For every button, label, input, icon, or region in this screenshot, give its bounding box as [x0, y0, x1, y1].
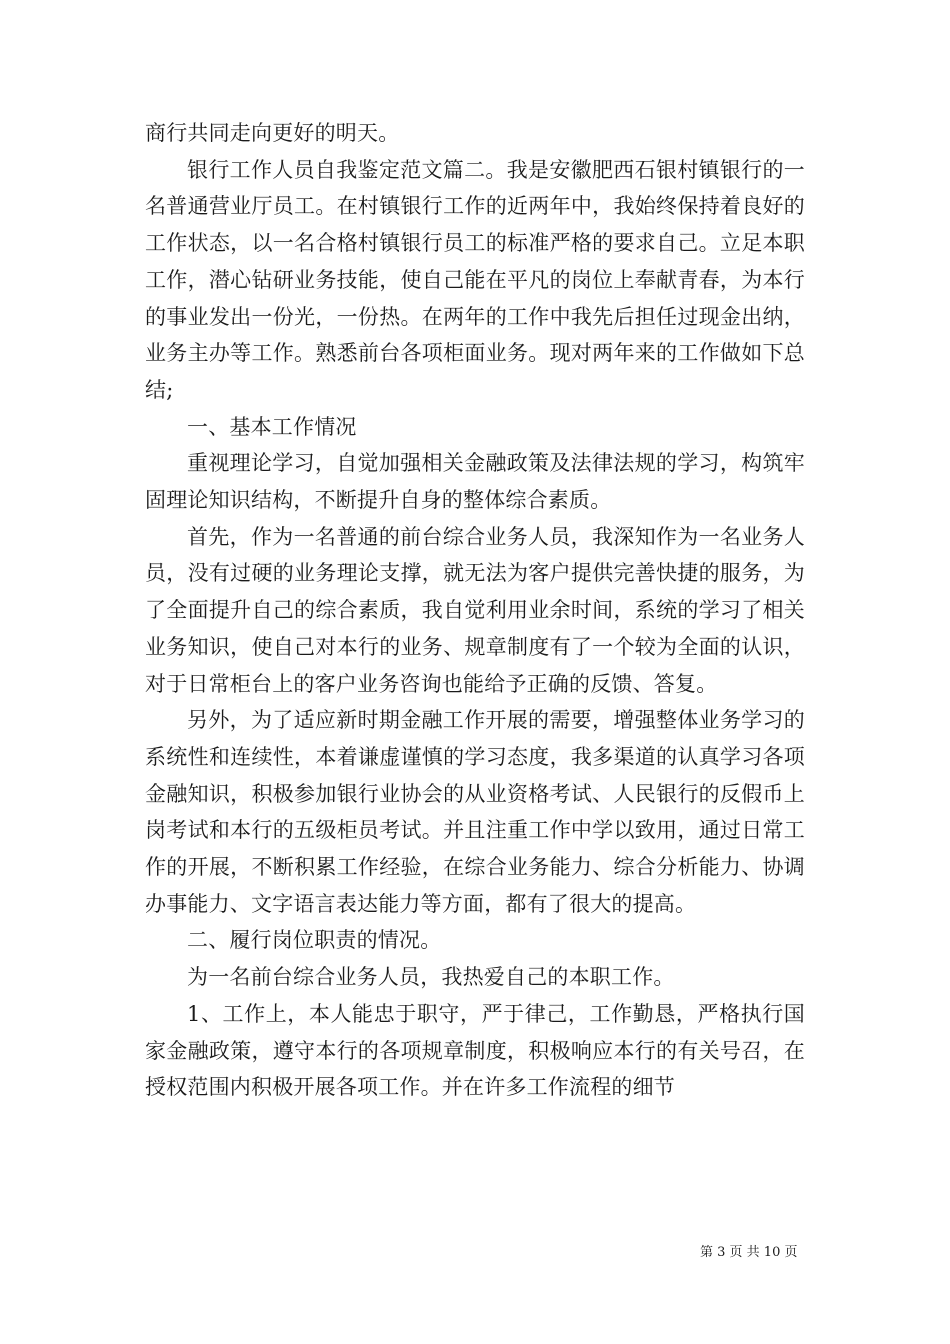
paragraph-love-job: 为一名前台综合业务人员，我热爱自己的本职工作。 — [187, 965, 675, 990]
page-number-footer: 第 3 页 共 10 页 — [700, 1245, 798, 1260]
paragraph-continuation: 商行共同走向更好的明天。 — [145, 121, 400, 145]
paragraph-intro: 银行工作人员自我鉴定范文篇二。我是安徽肥西石银村镇银行的一名普通营业厅员工。在村镇银行工作的近两年中，我始终保持着良好的工作状态，以一名合格村镇银行员工的标准严格的要求自己。立足本职工作，潜心钻研业务技能，使自己能在平凡的岗位上奉献青春，为本行的事业发出一份光，一份热。在两年的工作中我先后担任过现金出纳，业务主办等工作。熟悉前台各项柜面业务。现对两年来的工作做如下总结; — [145, 157, 805, 402]
section-heading-basic-work: 一、基本工作情况 — [187, 414, 357, 439]
paragraph-first: 首先，作为一名普通的前台综合业务人员，我深知作为一名业务人员，没有过硬的业务理论支撑，就无法为客户提供完善快捷的服务，为了全面提升自己的综合素质，我自觉利用业余时间，系统的学习了相关业务知识，使自己对本行的业务、规章制度有了一个较为全面的认识，对于日常柜台上的客户业务咨询也能给予正确的反馈、答复。 — [145, 524, 805, 696]
paragraph-work-item-1: 1、工作上，本人能忠于职守，严于律己，工作勤恳，严格执行国家金融政策，遵守本行的各项规章制度，积极响应本行的有关号召，在授权范围内积极开展各项工作。并在许多工作流程的细节 — [145, 1001, 805, 1100]
paragraph-theory-study: 重视理论学习，自觉加强相关金融政策及法律法规的学习，构筑牢固理论知识结构，不断提升自身的整体综合素质。 — [145, 451, 805, 513]
document-body — [145, 115, 805, 1106]
paragraph-additionally: 另外，为了适应新时期金融工作开展的需要，增强整体业务学习的系统性和连续性，本着谦虚谨慎的学习态度，我多渠道的认真学习各项金融知识，积极参加银行业协会的从业资格考试、人民银行的反假币上岗考试和本行的五级柜员考试。并且注重工作中学以致用，通过日常工作的开展，不断积累工作经验，在综合业务能力、综合分析能力、协调办事能力、文字语言表达能力等方面，都有了很大的提高。 — [145, 708, 805, 916]
section-heading-duties: 二、履行岗位职责的情况。 — [187, 928, 442, 953]
